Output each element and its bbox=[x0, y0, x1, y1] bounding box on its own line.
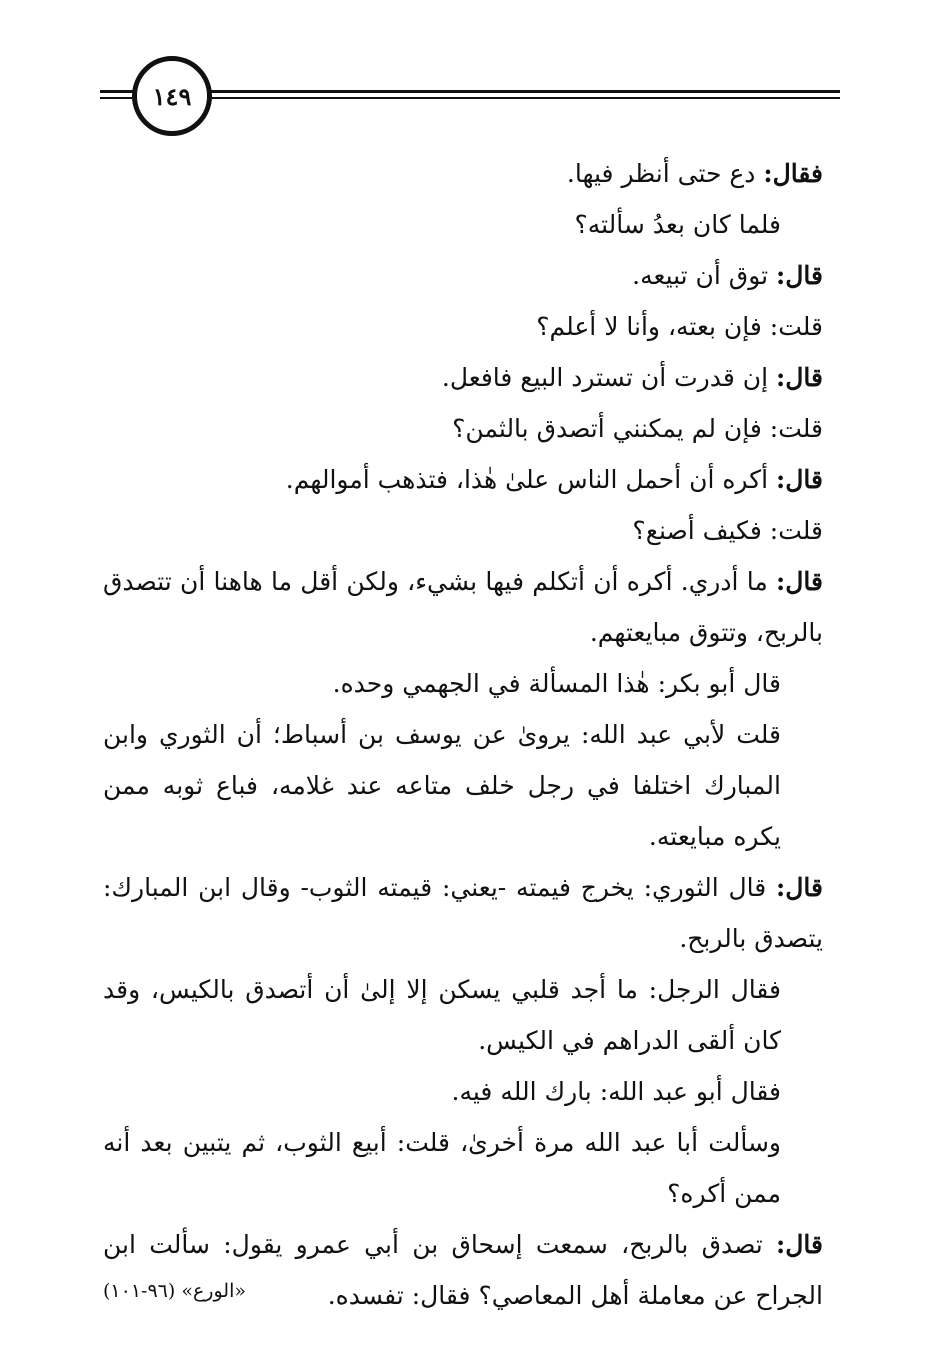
line-text: دع حتى أنظر فيها. bbox=[566, 159, 764, 188]
line-10 bbox=[103, 658, 823, 709]
line-9 bbox=[103, 556, 823, 658]
line-text: قلت لأبي عبد الله: يروىٰ عن يوسف بن أسباط؛ أن الثوري وابن المبارك اختلفا في رجل خلف متاعه عند غلامه، فباع ثوبه ممن يكره مبايعته. bbox=[103, 720, 781, 851]
page-number: ١٤٩ bbox=[132, 56, 212, 136]
line-text: تصدق بالربح، سمعت إسحاق بن أبي عمرو يقول: سألت ابن الجراح عن معاملة أهل المعاصي؟ فقال: تفسده. bbox=[103, 1230, 823, 1310]
line-text: قلت: فإن بعته، وأنا لا أعلم؟ bbox=[536, 312, 823, 341]
line-13 bbox=[103, 964, 823, 1066]
line-text: فقال أبو عبد الله: بارك الله فيه. bbox=[451, 1077, 781, 1106]
line-16 bbox=[103, 1219, 823, 1321]
speaker-label: قال: bbox=[776, 1230, 823, 1259]
line-15 bbox=[103, 1117, 823, 1219]
line-8 bbox=[103, 505, 823, 556]
line-1 bbox=[103, 148, 823, 199]
speaker-label: قال: bbox=[776, 363, 823, 392]
line-7 bbox=[103, 454, 823, 505]
line-3 bbox=[103, 250, 823, 301]
line-14 bbox=[103, 1066, 823, 1117]
line-text: أكره أن أحمل الناس علىٰ هٰذا، فتذهب أموالهم. bbox=[285, 465, 777, 494]
line-12 bbox=[103, 862, 823, 964]
page-body bbox=[103, 148, 823, 1321]
line-text: قال الثوري: يخرج فيمته -يعني: قيمته الثوب- وقال ابن المبارك: يتصدق بالربح. bbox=[103, 873, 823, 953]
speaker-label: قال: bbox=[776, 465, 823, 494]
line-4 bbox=[103, 301, 823, 352]
source-citation: «الورع» (٩٦-١٠١) bbox=[103, 1280, 246, 1302]
line-text: فقال الرجل: ما أجد قلبي يسكن إلا إلىٰ أن أتصدق بالكيس، وقد كان ألقى الدراهم في الكيس. bbox=[103, 975, 781, 1055]
line-2 bbox=[103, 199, 823, 250]
speaker-label: قال: bbox=[776, 261, 823, 290]
line-text: فلما كان بعدُ سألته؟ bbox=[574, 210, 781, 239]
page-header bbox=[100, 56, 840, 146]
line-text: قلت: فكيف أصنع؟ bbox=[632, 516, 823, 545]
line-5 bbox=[103, 352, 823, 403]
line-text: قال أبو بكر: هٰذا المسألة في الجهمي وحده. bbox=[332, 669, 781, 698]
line-text: إن قدرت أن تسترد البيع فافعل. bbox=[441, 363, 777, 392]
line-text: ما أدري. أكره أن أتكلم فيها بشيء، ولكن أقل ما هاهنا أن تتصدق بالربح، وتتوق مبايعتهم. bbox=[103, 567, 823, 647]
speaker-label: فقال: bbox=[763, 159, 823, 188]
line-text: توق أن تبيعه. bbox=[632, 261, 777, 290]
speaker-label: قال: bbox=[776, 567, 823, 596]
line-11 bbox=[103, 709, 823, 862]
line-6 bbox=[103, 403, 823, 454]
speaker-label: قال: bbox=[776, 873, 823, 902]
line-text: وسألت أبا عبد الله مرة أخرىٰ، قلت: أبيع الثوب، ثم يتبين بعد أنه ممن أكره؟ bbox=[103, 1128, 781, 1208]
line-text: قلت: فإن لم يمكنني أتصدق بالثمن؟ bbox=[452, 414, 823, 443]
